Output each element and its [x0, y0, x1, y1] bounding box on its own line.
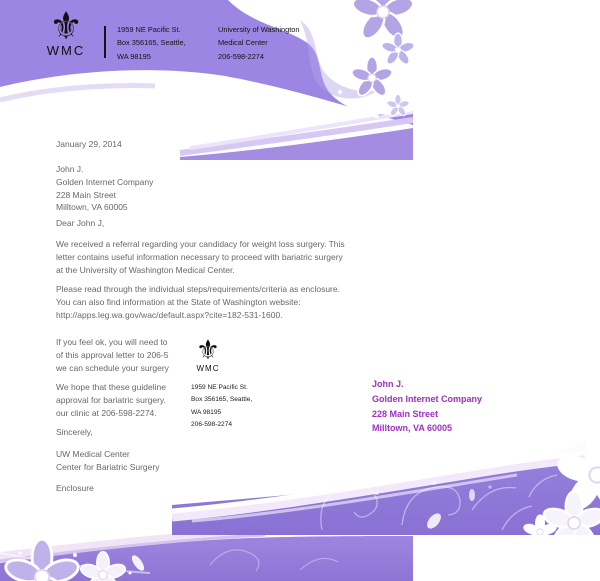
paragraph-line: We hope that these guideline — [56, 382, 166, 392]
paragraph-line: If you feel ok, you will need to — [56, 337, 168, 347]
recipient-line: 228 Main Street — [372, 408, 439, 419]
letter-signature-block — [56, 448, 159, 474]
address-line: WA 98195 — [117, 51, 151, 61]
website-url-text: http://apps.leg.wa.gov/wac/default.aspx?cite=182-531-1600. — [56, 309, 283, 320]
letter-enclosure-note: Enclosure — [56, 483, 94, 493]
paragraph-line: letter contains useful information necessary to proceed with bariatric surgery — [56, 251, 343, 262]
paragraph-line: We received a referral regarding your candidacy for weight loss surgery. This — [56, 239, 345, 249]
signature-line: Center for Bariatric Surgery — [56, 461, 160, 472]
recipient-line: John J. — [56, 164, 84, 174]
org-line: 206-598-2274 — [218, 51, 265, 61]
org-line: Medical Center — [218, 38, 268, 48]
letterhead-divider — [104, 26, 106, 58]
petal-icon — [469, 489, 475, 501]
letterhead-logo — [44, 6, 88, 58]
return-line: 1959 NE Pacific St. — [191, 384, 248, 391]
letterhead-address — [117, 23, 186, 63]
paragraph-line: at the University of Washington Medical Center. — [56, 264, 235, 275]
recipient-line: John J. — [372, 379, 404, 389]
recipient-line: Golden Internet Company — [56, 176, 154, 187]
envelope-return-address — [191, 382, 252, 431]
signature-line: UW Medical Center — [56, 449, 130, 459]
return-line: WA 98195 — [191, 408, 222, 416]
fleur-de-lis-icon: ⚜ — [195, 335, 221, 366]
fleur-de-lis-icon: ⚜ — [48, 4, 84, 48]
org-line: University of Washington — [218, 25, 300, 34]
letter-paragraph-3 — [56, 336, 169, 374]
letterhead-organization — [218, 23, 299, 63]
paragraph-line: of this approval letter to 206-5 — [56, 349, 169, 360]
recipient-line: 228 Main Street — [56, 189, 117, 200]
recipient-line: Milltown, VA 60005 — [56, 202, 128, 213]
paragraph-line: we can schedule your surgery — [56, 362, 169, 373]
paragraph-line: Please read through the individual steps/requirements/criteria as enclosure. — [56, 284, 340, 294]
envelope-logo — [188, 337, 228, 373]
letter-paragraph-2 — [56, 283, 340, 321]
paragraph-line: approval for bariatric surgery. — [56, 394, 166, 405]
envelope — [172, 325, 600, 535]
letter-paragraph-1 — [56, 238, 345, 276]
recipient-line: Milltown, VA 60005 — [372, 423, 453, 434]
paragraph-line: our clinic at 206-598-2274. — [56, 407, 157, 418]
address-line: 1959 NE Pacific St. — [117, 25, 181, 34]
return-line: 206-598-2274 — [191, 420, 233, 428]
letter-salutation: Dear John J, — [56, 218, 105, 228]
paragraph-line: You can also find information at the State of Washington website: — [56, 296, 301, 307]
recipient-line: Golden Internet Company — [372, 393, 483, 404]
letter-paragraph-4 — [56, 381, 166, 419]
address-line: Box 356165, Seattle, — [117, 38, 186, 48]
letter-closing: Sincerely, — [56, 427, 93, 437]
letter-date: January 29, 2014 — [56, 139, 122, 149]
envelope-logo-text: WMC — [196, 364, 220, 373]
envelope-recipient-address — [372, 377, 482, 436]
return-line: Box 356165, Seattle, — [191, 396, 253, 404]
letterhead-logo-text: WMC — [46, 43, 86, 58]
letter-recipient-block — [56, 163, 153, 214]
